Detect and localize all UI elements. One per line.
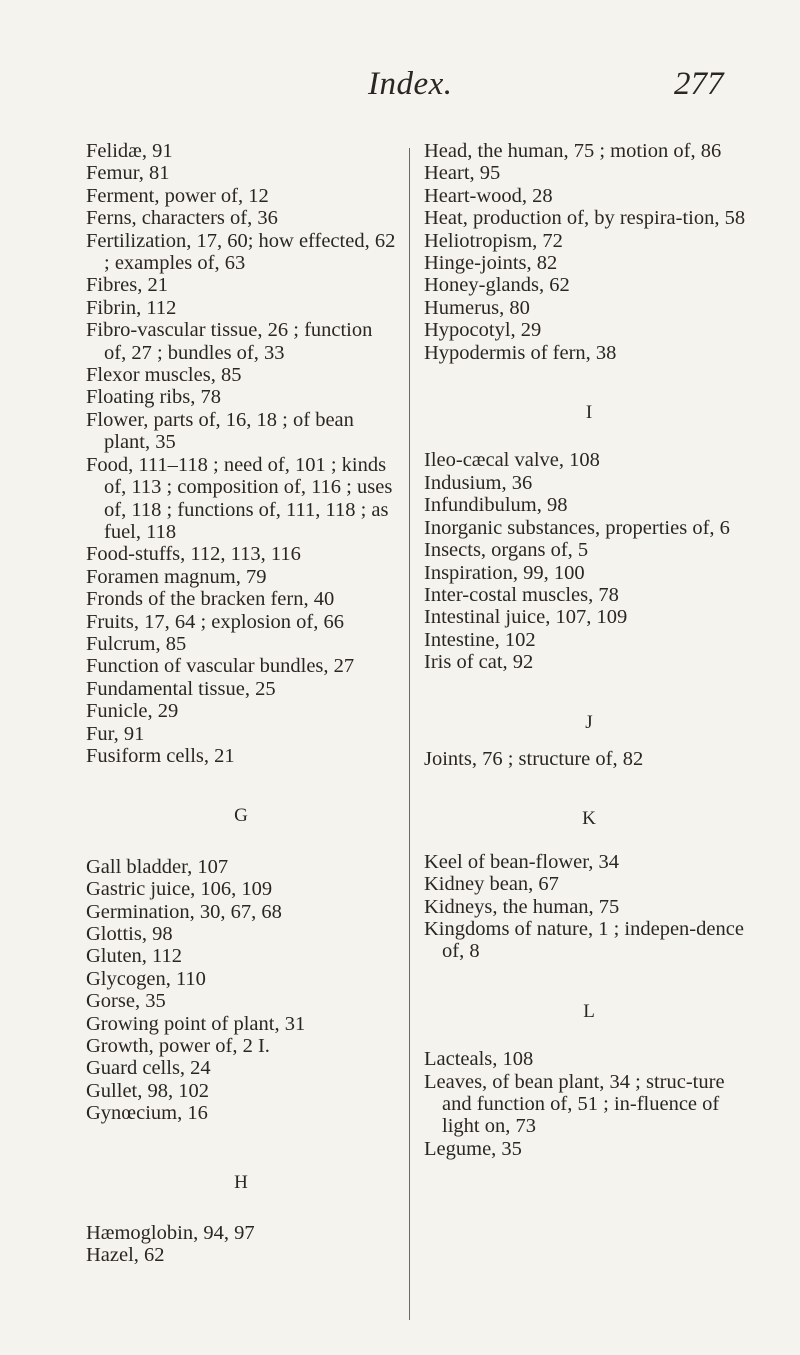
index-entry: Floating ribs, 78 [86,386,221,409]
index-entry: Ferns, characters of, 36 [86,207,278,230]
index-entry: Fundamental tissue, 25 [86,677,276,700]
index-entry: Humerus, 80 [424,296,530,319]
index-entry: Hinge-joints, 82 [424,252,558,275]
index-entry: Heat, production of, by respira-tion, 58 [424,207,746,230]
index-entry: Lacteals, 108 [424,1048,534,1071]
index-entry: Gastric juice, 106, 109 [86,878,273,901]
index-entry: Fruits, 17, 64 ; explosion of, 66 [86,610,344,633]
index-entry: Growth, power of, 2 I. [86,1035,270,1058]
index-entry: Ileo-cæcal valve, 108 [424,449,600,472]
section-heading-k: K [582,808,596,830]
left-column [86,140,396,1267]
index-entry: Head, the human, 75 ; motion of, 86 [424,140,722,162]
index-entry: Fulcrum, 85 [86,632,187,655]
section-h-entries [86,1222,396,1267]
section-heading-h: H [234,1171,248,1193]
index-entry: Glycogen, 110 [86,967,206,990]
index-entry: Hypocotyl, 29 [424,319,542,342]
section-g-entries [86,856,396,1125]
index-entry: Legume, 35 [424,1137,522,1160]
index-entry: Fibres, 21 [86,274,168,297]
index-entry: Foramen magnum, 79 [86,565,267,588]
index-entry: Gluten, 112 [86,945,183,968]
index-entry: Gorse, 35 [86,990,166,1013]
index-entry: Germination, 30, 67, 68 [86,900,282,923]
section-l-entries [424,1048,754,1160]
index-entry: Heart-wood, 28 [424,184,553,207]
index-entry: Fibro-vascular tissue, 26 ; function of, 27 ; bundles of, 33 [86,319,373,364]
index-entry: Flower, parts of, 16, 18 ; of bean plant, 35 [86,408,354,454]
index-entry: Gynœcium, 16 [86,1102,208,1125]
index-entry: Funicle, 29 [86,700,179,723]
index-entry: Food, 111–118 ; need of, 101 ; kinds of, 113 ; composition of, 116 ; uses of, 118 ; functions of, 111, 118 ; as fuel, 118 [86,453,393,543]
index-entry: Intestinal juice, 107, 109 [424,606,628,629]
section-heading-l: L [583,1000,595,1022]
right-column [424,140,754,1160]
index-entry: Intestine, 102 [424,628,536,651]
index-entry: Honey-glands, 62 [424,274,570,297]
index-entry: Hazel, 62 [86,1244,165,1267]
index-entry: Hæmoglobin, 94, 97 [86,1222,255,1245]
index-entry: Fertilization, 17, 60; how effected, 62 ; examples of, 63 [86,229,396,275]
index-entry: Joints, 76 ; structure of, 82 [424,747,644,770]
index-entry: Inter-costal muscles, 78 [424,583,619,606]
index-entry: Indusium, 36 [424,471,533,494]
index-entry: Food-stuffs, 112, 113, 116 [86,543,301,566]
index-entry: Keel of bean-flower, 34 [424,850,619,873]
section-heading-g: G [234,805,248,827]
index-entry: Insects, organs of, 5 [424,539,589,562]
index-entry: Femur, 81 [86,162,170,185]
section-h-continued-entries [424,140,754,364]
index-entry: Hypodermis of fern, 38 [424,341,617,364]
index-entry: Infundibulum, 98 [424,494,568,517]
page-header [0,66,800,116]
index-entry: Fusiform cells, 21 [86,744,235,767]
index-entry: Kidneys, the human, 75 [424,895,620,918]
index-entry: Glottis, 98 [86,923,173,945]
section-f-entries [86,140,396,767]
section-j-entries [424,748,754,770]
section-i-entries [424,449,754,673]
running-head: Index. [368,66,453,102]
section-heading-i: I [585,402,593,424]
index-entry: Heliotropism, 72 [424,229,563,252]
index-entry: Gullet, 98, 102 [86,1079,209,1102]
column-divider [409,148,410,1320]
index-entry: Growing point of plant, 31 [86,1012,306,1035]
index-entry: Flexor muscles, 85 [86,364,242,387]
index-entry: Kidney bean, 67 [424,873,559,896]
index-entry: Fibrin, 112 [86,296,177,319]
index-entry: Fronds of the bracken fern, 40 [86,588,335,611]
index-entry: Ferment, power of, 12 [86,184,269,207]
page-number: 277 [674,66,724,102]
index-entry: Function of vascular bundles, 27 [86,655,355,678]
section-heading-j: J [585,711,593,733]
index-entry: Fur, 91 [86,722,145,745]
index-entry: Iris of cat, 92 [424,651,534,674]
index-entry: Guard cells, 24 [86,1057,211,1080]
index-entry: Inorganic substances, properties of, 6 [424,516,730,539]
index-entry: Gall bladder, 107 [86,855,229,878]
index-entry: Kingdoms of nature, 1 ; indepen-dence of, 8 [424,917,744,963]
index-entry: Leaves, of bean plant, 34 ; struc-ture and function of, 51 ; in-fluence of light on, 73 [424,1070,725,1138]
index-entry: Heart, 95 [424,162,501,185]
section-k-entries [424,851,754,963]
index-entry: Inspiration, 99, 100 [424,561,585,584]
index-entry: Felidæ, 91 [86,140,173,162]
